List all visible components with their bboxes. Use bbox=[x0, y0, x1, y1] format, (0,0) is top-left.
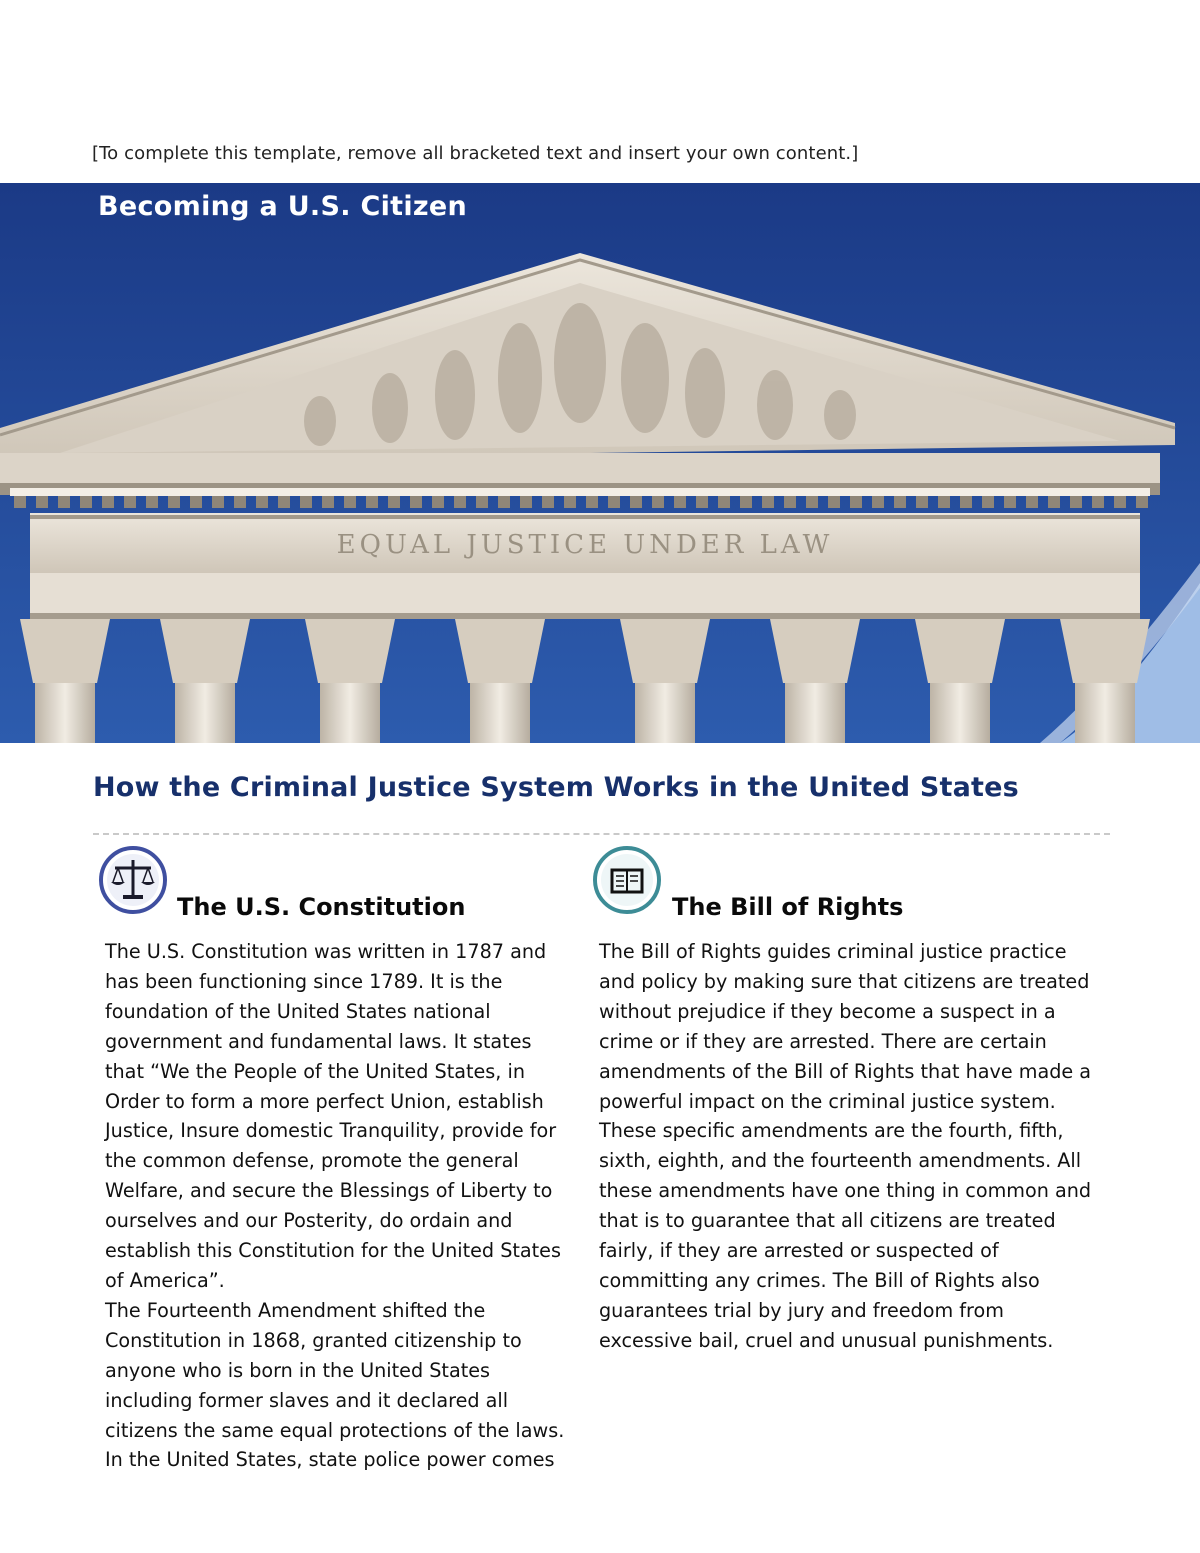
dentil bbox=[146, 496, 158, 508]
paragraph: The Bill of Rights guides criminal justice practice and policy by making sure that citizens are treated without prejudice if they become a suspect in a crime or if they are arrested. There are certain amendments of the Bill of Rights that have made a powerful impact on the criminal justice system. These specific amendments are the fourth, fifth, sixth, eighth, and the fourteenth amendments. All these amendments have one thing in common and that is to guarantee that all citizens are treated fairly, if they are arrested or suspected of committing any crimes. The Bill of Rights also guarantees trial by jury and freedom from excessive bail, cruel and unusual punishments. bbox=[599, 940, 1092, 1352]
dentil bbox=[630, 496, 642, 508]
dentil bbox=[36, 496, 48, 508]
dentil bbox=[520, 496, 532, 508]
dentil bbox=[410, 496, 422, 508]
dentil bbox=[850, 496, 862, 508]
dentil bbox=[938, 496, 950, 508]
dentil bbox=[828, 496, 840, 508]
banner-image bbox=[0, 183, 1200, 743]
dentil bbox=[366, 496, 378, 508]
column-shaft bbox=[175, 683, 235, 743]
column-capital bbox=[1060, 619, 1150, 683]
dentil bbox=[762, 496, 774, 508]
dentil bbox=[1092, 496, 1104, 508]
dentil bbox=[564, 496, 576, 508]
column-capital bbox=[455, 619, 545, 683]
constitution-body bbox=[105, 937, 570, 1475]
dentil bbox=[740, 496, 752, 508]
dentil bbox=[124, 496, 136, 508]
dentil bbox=[322, 496, 334, 508]
paragraph: The Fourteenth Amendment shifted the Constitution in 1868, granted citizenship to anyone who is born in the United States including former slaves and it declared all citizens the same equal protections of the laws. In the United States, state police power comes bbox=[105, 1298, 565, 1472]
column-capital bbox=[160, 619, 250, 683]
dentil bbox=[388, 496, 400, 508]
column-shaft bbox=[1075, 683, 1135, 743]
dentil bbox=[894, 496, 906, 508]
dentil bbox=[234, 496, 246, 508]
column-capital bbox=[915, 619, 1005, 683]
dentil bbox=[674, 496, 686, 508]
dentil bbox=[982, 496, 994, 508]
column-shaft bbox=[320, 683, 380, 743]
column-shaft bbox=[470, 683, 530, 743]
column-capital bbox=[20, 619, 110, 683]
dentil bbox=[1048, 496, 1060, 508]
banner-title: Becoming a U.S. Citizen bbox=[98, 191, 468, 222]
dentil bbox=[300, 496, 312, 508]
dentil bbox=[872, 496, 884, 508]
template-instruction: [To complete this template, remove all bracketed text and insert your own content.] bbox=[92, 143, 859, 164]
section-title-constitution: The U.S. Constitution bbox=[177, 893, 466, 921]
dentil bbox=[960, 496, 972, 508]
paragraph: The U.S. Constitution was written in 1787 and has been functioning since 1789. It is the foundation of the United States national government and fundamental laws. It states that “We the People of the United States, in Order to form a more perfect Union, establish Justice, Insure domestic Tranquility, provide for the common defense, promote the general Welfare, and secure the Blessings of Liberty to ourselves and our Posterity, do ordain and establish this Constitution for the United States of America”. bbox=[105, 940, 561, 1292]
book-icon bbox=[593, 846, 661, 914]
dentil bbox=[102, 496, 114, 508]
supreme-court-facade-illustration bbox=[0, 183, 1200, 743]
column-shaft bbox=[930, 683, 990, 743]
dentil bbox=[718, 496, 730, 508]
dentil bbox=[278, 496, 290, 508]
dentil bbox=[58, 496, 70, 508]
dentil bbox=[1114, 496, 1126, 508]
dentil bbox=[190, 496, 202, 508]
bill-of-rights-body bbox=[599, 937, 1099, 1356]
dentil bbox=[1136, 496, 1148, 508]
scales-of-justice-icon bbox=[99, 846, 167, 914]
dentil bbox=[454, 496, 466, 508]
dentil bbox=[1004, 496, 1016, 508]
dentil bbox=[652, 496, 664, 508]
divider bbox=[93, 833, 1110, 835]
page-title: How the Criminal Justice System Works in the United States bbox=[93, 772, 1019, 803]
dentil bbox=[476, 496, 488, 508]
dentil bbox=[498, 496, 510, 508]
column-capital bbox=[305, 619, 395, 683]
dentil bbox=[14, 496, 26, 508]
dentil bbox=[80, 496, 92, 508]
dentil bbox=[916, 496, 928, 508]
dentil bbox=[696, 496, 708, 508]
dentil bbox=[168, 496, 180, 508]
dentil bbox=[256, 496, 268, 508]
dentil bbox=[344, 496, 356, 508]
section-title-bill-of-rights: The Bill of Rights bbox=[672, 893, 904, 921]
dentil bbox=[586, 496, 598, 508]
dentil bbox=[1070, 496, 1082, 508]
dentil bbox=[542, 496, 554, 508]
dentil bbox=[806, 496, 818, 508]
column-capital bbox=[620, 619, 710, 683]
dentil bbox=[1026, 496, 1038, 508]
column-shaft bbox=[785, 683, 845, 743]
column-shaft bbox=[635, 683, 695, 743]
column-capital bbox=[770, 619, 860, 683]
dentil bbox=[432, 496, 444, 508]
column-shaft bbox=[35, 683, 95, 743]
dentil bbox=[212, 496, 224, 508]
inscription-text: EQUAL JUSTICE UNDER LAW bbox=[336, 530, 834, 560]
dentil bbox=[608, 496, 620, 508]
dentil bbox=[784, 496, 796, 508]
